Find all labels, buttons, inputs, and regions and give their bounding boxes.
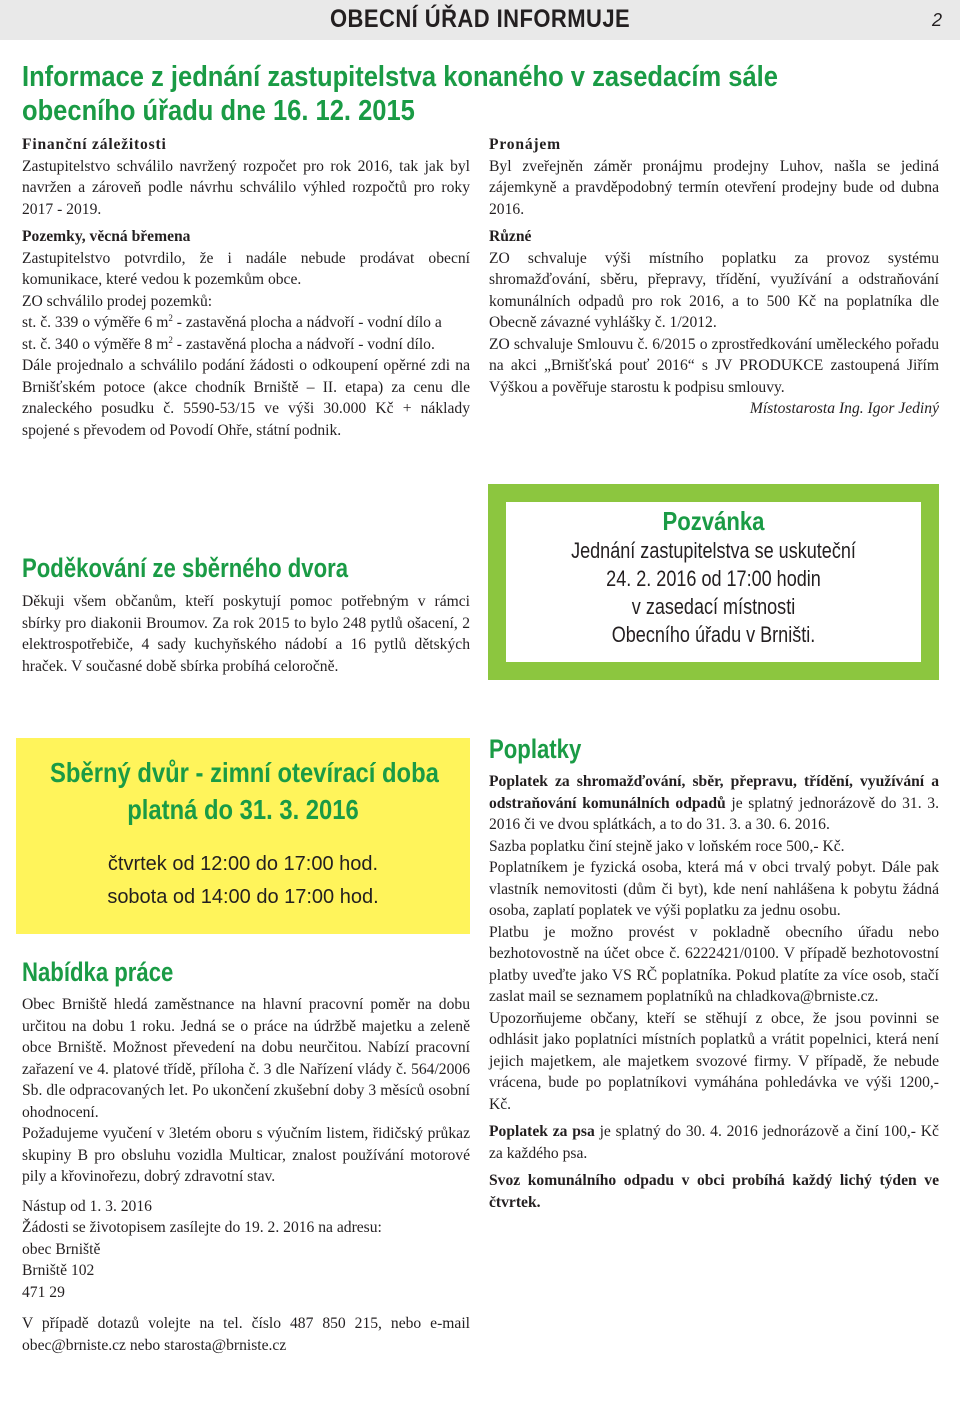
misc-text-2: ZO schvaluje Smlouvu č. 6/2015 o zprostředkování uměleckého pořadu na akci „Brnišťská pouť 2016“ s JV PRODUKCE zastoupená Jiřím Výškou a pověřuje starostu k podpisu smlouvy. — [489, 335, 939, 396]
invitation-title: Pozvánka — [662, 506, 765, 536]
job-heading: Nabídka práce — [22, 957, 174, 987]
fees-p3: Poplatníkem je fyzická osoba, která má v obci trvalý pobyt. Dále pak vlastník nemovitosti (dům či byt), kde není nahlášena k pobytu žádná osoba, zaplatí poplatek ve výši poplatku za jednu osobu. — [489, 859, 939, 919]
yard-title-line-2: platná do 31. 3. 2016 — [127, 794, 359, 825]
land-text-3: st. č. 339 o výměře 6 $m^2$ - zastavěná plocha a nádvoří - vodní dílo a — [22, 312, 442, 331]
land-text-5: Dále projednalo a schválilo podání žádosti o odkoupení opěrné zdi na Brnišťském potoce (akce chodník Brniště – II. etapa) za cenu dle znaleckého posudku č. 5590-53/15 ve výši 30.000 Kč + náklady spojené s převodem od Povodí Ohře, státní podnik. — [22, 357, 470, 439]
fees-section — [489, 771, 939, 1213]
header-title: OBECNÍ ÚŘAD INFORMUJE — [330, 5, 631, 33]
job-text-1: Obec Brniště hledá zaměstnance na hlavní pracovní poměr na dobu určitou na dobu 1 roku. Jedná se o práce na údržbě majetku a zeleně obce Brniště. Možnost převedení na dobu neurčitou. Nabízí pracovní zařazení ve 4. platové třídě, příloha č. 3 dle Nařízení vlády č. 564/2006 Sb. dle odpracovaných let. Po ukončení zkušební doby 3 měsíců osobní ohodnocení. — [22, 996, 470, 1121]
job-addr-1: Nástup od 1. 3. 2016 — [22, 1197, 152, 1215]
invitation-line-3: v zasedací místnosti — [631, 594, 796, 619]
lease-heading: Pronájem — [489, 136, 561, 153]
job-text-2: Požadujeme vyučení v 3letém oboru s výučním listem, řidičský průkaz skupiny B pro obsluhu vozidla Multicar, znalost používání motorové pily a křovinořezu, dobrý zdravotní stav. — [22, 1125, 470, 1185]
land-heading: Pozemky, věcná břemena — [22, 228, 191, 245]
misc-text-1: ZO schvaluje výši místního poplatku za provoz systému shromažďování, sběru, přepravy, třídění, využívání a odstraňování komunálních odpadů pro rok 2016, a to 500 Kč na poplatníka dle Obecně závazné vyhlášky č. 1/2012. — [489, 249, 939, 331]
invitation-inner — [506, 502, 921, 662]
yard-title-line-1: Sběrný dvůr - zimní otevírací doba — [50, 757, 439, 788]
collection-yard-box — [16, 738, 470, 934]
finance-heading: Finanční záležitosti — [22, 136, 167, 153]
fees-heading: Poplatky — [489, 734, 582, 764]
invitation-box — [488, 484, 939, 680]
fees-p1: Poplatek za shromažďování, sběr, přepravu, třídění, využívání a odstraňování komunálních odpadů je splatný jednorázově do 31. 3. 2016 či ve dvou splátkách, a to do 31. 3. a 30. 6. 2016. — [489, 773, 939, 833]
finance-text: Zastupitelstvo schválilo navržený rozpočet pro rok 2016, tak jak byl navržen a zároveň podle návrhu schválilo výhled rozpočtů pro roky 2017 - 2019. — [22, 157, 470, 218]
job-addr-3: obec Brniště — [22, 1240, 101, 1258]
fees-p5: Upozorňujeme občany, kteří se stěhují z obce, že jsou povinni se odhlásit jako poplatníci místních poplatků a vrátit popelnici, která není jejich majetkem, ale majetkem svozové firmy. V případě, že nebude vrácena, bude po poplatníkovi vymáhána pohledávka ve výši 1200,- Kč. — [489, 1009, 939, 1113]
invitation-line-4: Obecního úřadu v Brništi. — [611, 622, 816, 647]
main-title-line-2: obecního úřadu dne 16. 12. 2015 — [22, 95, 415, 127]
land-text-2: ZO schválilo prodej pozemků: — [22, 292, 213, 310]
yard-hours-saturday: sobota od 14:00 do 17:00 hod. — [107, 886, 379, 908]
invitation-line-1: Jednání zastupitelstva se uskuteční — [571, 538, 856, 563]
job-addr-2: Žádosti se životopisem zasílejte do 19. 2. 2016 na adresu: — [22, 1219, 382, 1236]
fees-p2: Sazba poplatku činí stejně jako v loňském roce 500,- Kč. — [489, 837, 845, 855]
yard-hours-thursday: čtvrtek od 12:00 do 17:00 hod. — [107, 853, 379, 875]
signature: Místostarosta Ing. Igor Jediný — [749, 400, 939, 417]
right-column — [489, 134, 939, 420]
land-text-1: Zastupitelstvo potvrdilo, že i nadále nebude prodávat obecní komunikace, které vedou k pozemkům obce. — [22, 249, 470, 288]
job-addr-4: Brniště 102 — [22, 1262, 95, 1279]
main-title — [22, 60, 796, 128]
invitation-line-2: 24. 2. 2016 od 17:00 hodin — [606, 566, 821, 591]
fees-p4: Platbu je možno provést v pokladně obecního úřadu nebo bezhotovostně na účet obce č. 6222421/0100. V případě bezhotovostní platby uveďte jako VS RČ poplatníka. Pokud platíte za více osob, stačí zaslat mail se seznamem poplatníků na chladkova@brniste.cz. — [489, 923, 939, 1005]
land-text-4: st. č. 340 o výměře 8 $m^2$ - zastavěná plocha a nádvoří - vodní dílo. — [22, 334, 435, 353]
thanks-text: Děkuji všem občanům, kteří poskytují pomoc potřebným v rámci sbírky pro diakonii Broumov. Za rok 2015 to bylo 248 pytlů ošacení, 2 elektrospotřebiče, 4 sady kuchyňského nádobí a 16 pytlů dětských hraček. V současné době sbírka probíhá celoročně. — [22, 593, 470, 675]
job-section — [22, 994, 470, 1356]
job-addr-5: 471 29 — [22, 1283, 65, 1301]
job-contact: V případě dotazů volejte na tel. číslo 487 850 215, nebo e-mail obec@brniste.cz nebo starosta@brniste.cz — [22, 1315, 470, 1354]
lease-text: Byl zveřejněn záměr pronájmu prodejny Luhov, našla se jediná zájemkyně a pravděpodobný termín otevření prodejny bude od dubna 2016. — [489, 157, 939, 218]
left-column — [22, 134, 470, 441]
misc-heading: Různé — [489, 228, 532, 245]
page-header — [0, 0, 960, 40]
page-number: 2 — [931, 10, 942, 30]
thanks-heading: Poděkování ze sběrného dvora — [22, 553, 349, 583]
fees-p7: Svoz komunálního odpadu v obci probíhá každý lichý týden ve čtvrtek. — [489, 1172, 939, 1211]
main-title-line-1: Informace z jednání zastupitelstva konaného v zasedacím sále — [22, 61, 778, 93]
fees-p6: Poplatek za psa je splatný do 30. 4. 2016 jednorázově a činí 100,- Kč za každého psa. — [489, 1123, 939, 1162]
